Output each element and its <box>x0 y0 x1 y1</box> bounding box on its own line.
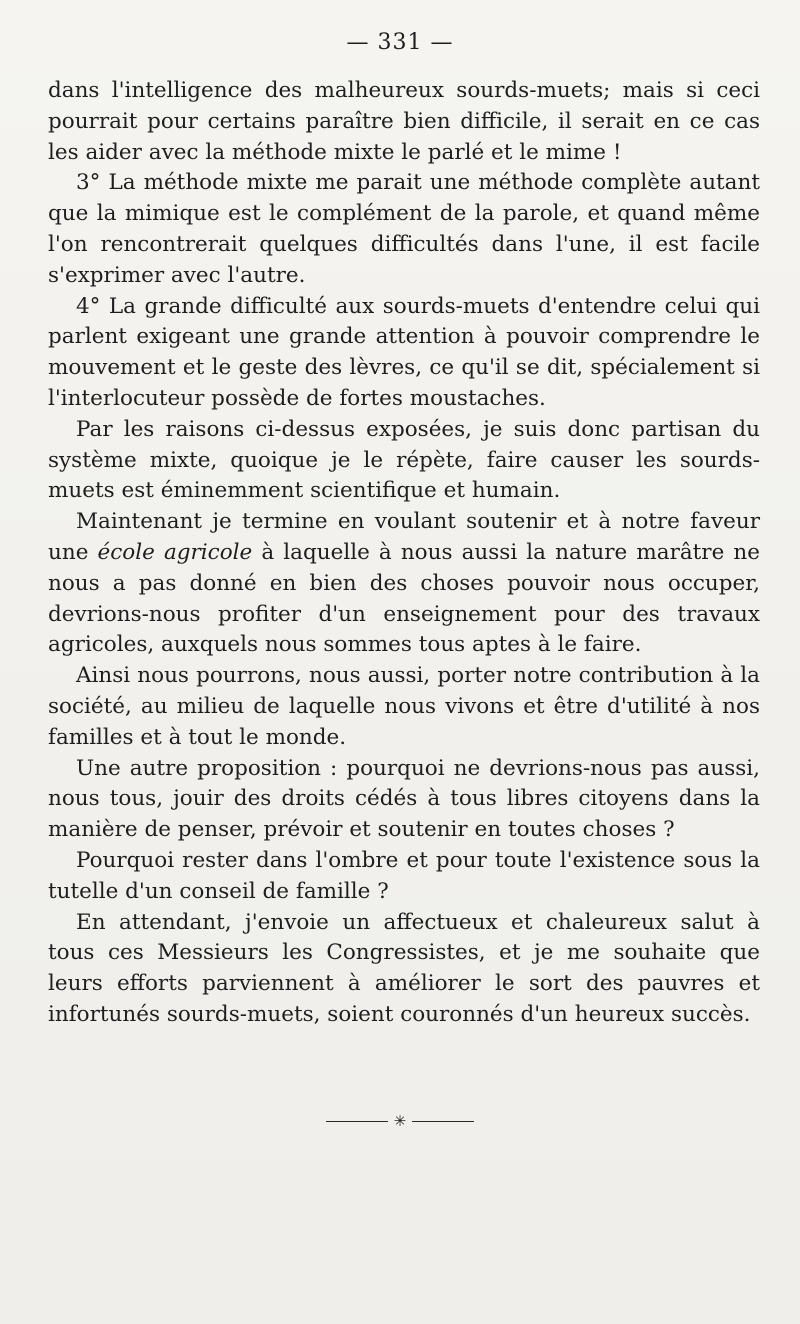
page-number: — 331 — <box>346 30 454 55</box>
paragraph-tutelage: Pourquoi rester dans l'ombre et pour toute l'existence sous la tutelle d'un conseil de famille ? <box>48 847 760 904</box>
paragraph-agricultural-school <box>48 507 760 661</box>
paragraph-contribution: Ainsi nous pourrons, nous aussi, porter notre contribution à la société, au milieu de laquelle nous vivons et être d'utilité à nos familles et à tout le monde. <box>48 663 760 750</box>
paragraph-closing-salute: En attendant, j'envoie un affectueux et chaleureux salut à tous ces Messieurs les Congressistes, et je me souhaite que leurs efforts parviennent à améliorer le sort des pauvres et infortunés sourds-muets, soient couronnés d'un heureux succès. <box>48 909 760 1027</box>
end-ornament <box>0 1110 800 1131</box>
paragraph-continuation: dans l'intelligence des malheureux sourds-muets; mais si ceci pourrait pour certains paraître bien difficile, il serait en ce cas les aider avec la méthode mixte le parlé et le mime ! <box>48 78 760 165</box>
ornament-rule-left <box>326 1121 388 1122</box>
paragraph-proposition: Une autre proposition : pourquoi ne devrions-nous pas aussi, nous tous, jouir des droits cédés à tous libres citoyens dans la manière de penser, prévoir et soutenir en toutes choses ? <box>48 755 760 843</box>
asterism-icon: ✳ <box>393 1112 407 1130</box>
paragraph-agricultural-school-after: à laquelle à nous aussi la nature marâtre ne nous a pas donné en bien des choses pouvoir nous occuper, devrions-nous profiter d'un enseignement pour des travaux agricoles, auxquels nous sommes tous aptes à le faire. <box>48 539 760 658</box>
paragraph-point-3: 3° La méthode mixte me parait une méthode complète autant que la mimique est le complément de la parole, et quand même l'on rencontrerait quelques difficultés dans l'une, il est facile s'exprimer avec l'autre. <box>48 170 760 288</box>
paragraph-point-4: 4° La grande difficulté aux sourds-muets d'entendre celui qui parlent exigeant une grande attention à pouvoir comprendre le mouvement et le geste des lèvres, ce qu'il se dit, spécialement si l'interlocuteur possède de fortes moustaches. <box>48 293 760 411</box>
italic-ecole-agricole: école agricole <box>97 539 253 565</box>
paragraph-mixed-system: Par les raisons ci-dessus exposées, je suis donc partisan du système mixte, quoique je le répète, faire causer les sourds-muets est éminemment scientifique et humain. <box>48 416 760 504</box>
ornament-rule-right <box>412 1121 474 1122</box>
paragraph-agricultural-school-before: Maintenant je termine en voulant soutenir et à notre faveur une <box>48 509 760 565</box>
body-text <box>48 76 760 1031</box>
